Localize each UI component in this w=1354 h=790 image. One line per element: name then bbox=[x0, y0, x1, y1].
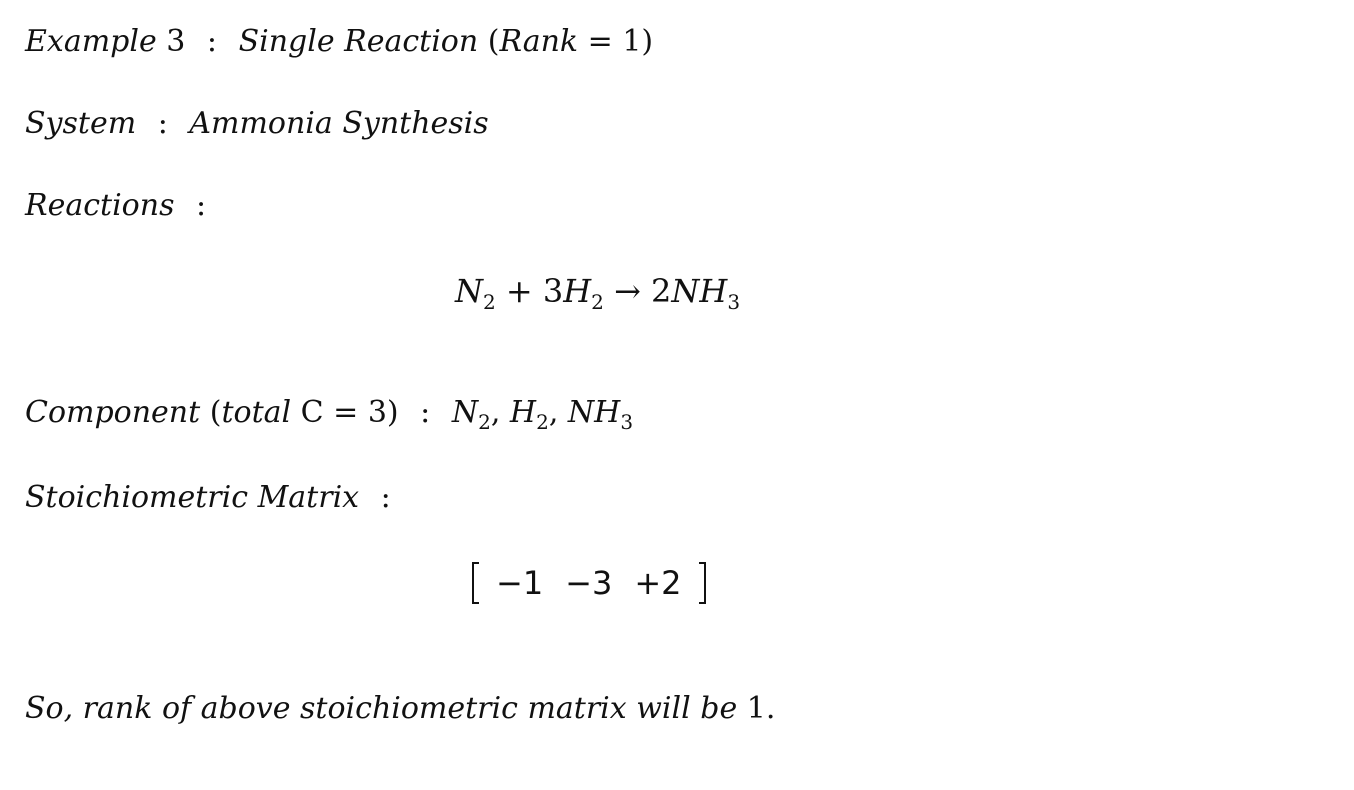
component-base: NH bbox=[567, 395, 621, 430]
components-colon: : bbox=[420, 395, 431, 430]
eq-arrow: → 2 bbox=[614, 272, 672, 310]
component-base: N bbox=[451, 395, 479, 430]
conclusion-line bbox=[25, 689, 775, 729]
example-heading bbox=[25, 22, 653, 62]
system-label: System bbox=[25, 106, 137, 141]
component-item bbox=[509, 395, 559, 434]
components-total-word: total bbox=[221, 395, 292, 430]
component-item bbox=[567, 395, 634, 434]
component-sep: , bbox=[490, 395, 501, 430]
eq-term1-sub: 2 bbox=[483, 290, 496, 314]
system-line bbox=[25, 104, 489, 144]
components-total-expr: C = 3) bbox=[300, 395, 399, 430]
component-sub: 2 bbox=[478, 410, 491, 434]
heading-rank-open: ( bbox=[487, 24, 500, 59]
matrix-cell: −3 bbox=[565, 564, 613, 602]
matrix-label: Stoichiometric Matrix bbox=[25, 480, 360, 515]
heading-number: 3 bbox=[166, 24, 186, 59]
components-line bbox=[25, 393, 633, 435]
heading-rank-eq: = 1) bbox=[587, 24, 654, 59]
system-colon: : bbox=[157, 106, 168, 141]
heading-title: Single Reaction bbox=[238, 24, 479, 59]
reactions-line bbox=[25, 186, 218, 226]
component-sub: 2 bbox=[536, 410, 549, 434]
heading-prefix: Example bbox=[25, 24, 157, 59]
eq-term2-sub: 2 bbox=[591, 290, 604, 314]
components-paren-open: ( bbox=[209, 395, 222, 430]
reaction-equation bbox=[455, 271, 740, 315]
reactions-colon: : bbox=[196, 188, 207, 223]
matrix-right-bracket bbox=[699, 562, 706, 604]
eq-plus: + 3 bbox=[505, 272, 564, 310]
matrix-colon: : bbox=[380, 480, 391, 515]
eq-term3-sub: 3 bbox=[727, 290, 741, 314]
system-value: Ammonia Synthesis bbox=[189, 106, 489, 141]
component-base: H bbox=[509, 395, 537, 430]
matrix-cell: −1 bbox=[496, 564, 544, 602]
eq-term2: H bbox=[563, 272, 592, 310]
eq-term3: NH bbox=[671, 272, 728, 310]
matrix-label-line bbox=[25, 478, 403, 518]
component-sep: , bbox=[548, 395, 559, 430]
conclusion-value: 1. bbox=[746, 691, 776, 726]
matrix-cell: +2 bbox=[634, 564, 682, 602]
heading-colon: : bbox=[206, 24, 218, 59]
component-sub: 3 bbox=[620, 410, 634, 434]
matrix-left-bracket bbox=[472, 562, 479, 604]
conclusion-text: So, rank of above stoichiometric matrix will be bbox=[25, 691, 738, 726]
heading-rank-word: Rank bbox=[499, 24, 579, 59]
eq-term1: N bbox=[455, 272, 483, 310]
reactions-label: Reactions bbox=[25, 188, 175, 223]
component-item bbox=[451, 395, 501, 434]
stoichiometric-matrix bbox=[472, 559, 706, 607]
components-label: Component bbox=[25, 395, 201, 430]
